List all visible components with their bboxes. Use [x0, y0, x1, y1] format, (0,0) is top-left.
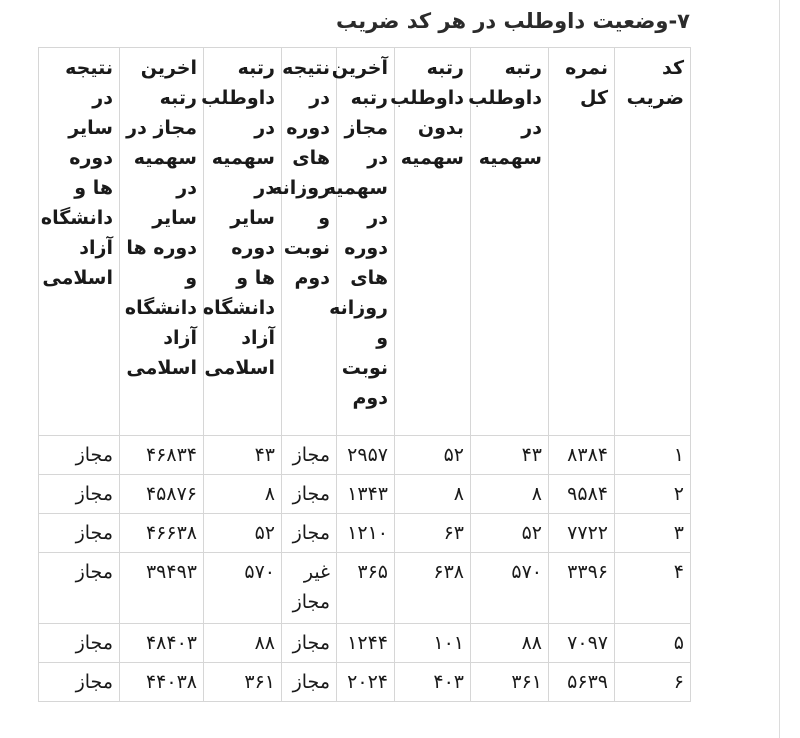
- cell-result-other: مجاز: [39, 436, 120, 475]
- cell-rank-in-quota: ۸: [471, 475, 549, 514]
- cell-total-score: ۳۳۹۶: [549, 553, 615, 624]
- header-rank-without-quota: رتبه داوطلب بدون سهمیه: [395, 48, 471, 436]
- table-row: [39, 436, 691, 475]
- cell-rank-in-quota: ۴۳: [471, 436, 549, 475]
- divider: [779, 0, 780, 738]
- cell-rank-in-quota: ۵۷۰: [471, 553, 549, 624]
- section-title: ۷-وضعیت داوطلب در هر کد ضریب: [335, 9, 690, 33]
- cell-last-allowed-rank-day: ۱۳۴۳: [337, 475, 395, 514]
- cell-result-day: مجاز: [282, 514, 337, 553]
- header-last-allowed-rank-other: اخرین رتبه مجاز در سهمیه در سایر دوره ها و دانشگاه آزاد اسلامی: [120, 48, 204, 436]
- header-rank-other: رتبه داوطلب در سهمیه در سایر دوره ها و دانشگاه آزاد اسلامی: [204, 48, 282, 436]
- cell-result-day: مجاز: [282, 436, 337, 475]
- cell-rank-other: ۵۲: [204, 514, 282, 553]
- cell-result-other: مجاز: [39, 663, 120, 702]
- header-last-allowed-rank-day: آخرین رتبه مجاز در سهمیه در دوره های روزانه و نوبت دوم: [337, 48, 395, 436]
- cell-total-score: ۹۵۸۴: [549, 475, 615, 514]
- cell-last-allowed-rank-other: ۴۸۴۰۳: [120, 624, 204, 663]
- header-result-day: نتیجه در دوره های روزانه و نوبت دوم: [282, 48, 337, 436]
- table-row: [39, 553, 691, 624]
- cell-rank-without-quota: ۵۲: [395, 436, 471, 475]
- table-row: [39, 624, 691, 663]
- header-rank-in-quota: رتبه داوطلب در سهمیه: [471, 48, 549, 436]
- cell-last-allowed-rank-other: ۴۶۶۳۸: [120, 514, 204, 553]
- cell-last-allowed-rank-day: ۲۹۵۷: [337, 436, 395, 475]
- cell-rank-in-quota: ۸۸: [471, 624, 549, 663]
- cell-rank-other: ۸۸: [204, 624, 282, 663]
- cell-last-allowed-rank-day: ۲۰۲۴: [337, 663, 395, 702]
- cell-result-other: مجاز: [39, 514, 120, 553]
- cell-rank-in-quota: ۳۶۱: [471, 663, 549, 702]
- cell-result-day: غیر مجاز: [282, 553, 337, 624]
- cell-last-allowed-rank-other: ۴۴۰۳۸: [120, 663, 204, 702]
- cell-coefficient-code: ۶: [615, 663, 691, 702]
- cell-rank-in-quota: ۵۲: [471, 514, 549, 553]
- cell-result-other: مجاز: [39, 624, 120, 663]
- table-row: [39, 475, 691, 514]
- cell-last-allowed-rank-day: ۱۲۱۰: [337, 514, 395, 553]
- cell-coefficient-code: ۱: [615, 436, 691, 475]
- cell-rank-without-quota: ۶۳۸: [395, 553, 471, 624]
- cell-result-day: مجاز: [282, 624, 337, 663]
- cell-coefficient-code: ۵: [615, 624, 691, 663]
- table-row: [39, 514, 691, 553]
- cell-total-score: ۵۶۳۹: [549, 663, 615, 702]
- cell-result-day: مجاز: [282, 663, 337, 702]
- cell-coefficient-code: ۳: [615, 514, 691, 553]
- cell-rank-without-quota: ۶۳: [395, 514, 471, 553]
- header-total-score: نمره کل: [549, 48, 615, 436]
- cell-result-other: مجاز: [39, 553, 120, 624]
- cell-last-allowed-rank-day: ۱۲۴۴: [337, 624, 395, 663]
- cell-last-allowed-rank-day: ۳۶۵: [337, 553, 395, 624]
- cell-rank-without-quota: ۸: [395, 475, 471, 514]
- header-row: [39, 48, 691, 436]
- cell-rank-other: ۴۳: [204, 436, 282, 475]
- table-row: [39, 663, 691, 702]
- cell-rank-other: ۳۶۱: [204, 663, 282, 702]
- cell-total-score: ۷۷۲۲: [549, 514, 615, 553]
- cell-rank-without-quota: ۴۰۳: [395, 663, 471, 702]
- cell-rank-other: ۸: [204, 475, 282, 514]
- header-coefficient-code: کد ضریب: [615, 48, 691, 436]
- cell-total-score: ۸۳۸۴: [549, 436, 615, 475]
- cell-last-allowed-rank-other: ۳۹۴۹۳: [120, 553, 204, 624]
- cell-total-score: ۷۰۹۷: [549, 624, 615, 663]
- cell-last-allowed-rank-other: ۴۶۸۳۴: [120, 436, 204, 475]
- cell-coefficient-code: ۴: [615, 553, 691, 624]
- cell-result-other: مجاز: [39, 475, 120, 514]
- cell-coefficient-code: ۲: [615, 475, 691, 514]
- cell-rank-without-quota: ۱۰۱: [395, 624, 471, 663]
- candidate-status-table: [38, 47, 691, 702]
- header-result-other: نتیجه در سایر دوره ها و دانشگاه آزاد اسلامی: [39, 48, 120, 436]
- cell-result-day: مجاز: [282, 475, 337, 514]
- cell-last-allowed-rank-other: ۴۵۸۷۶: [120, 475, 204, 514]
- cell-rank-other: ۵۷۰: [204, 553, 282, 624]
